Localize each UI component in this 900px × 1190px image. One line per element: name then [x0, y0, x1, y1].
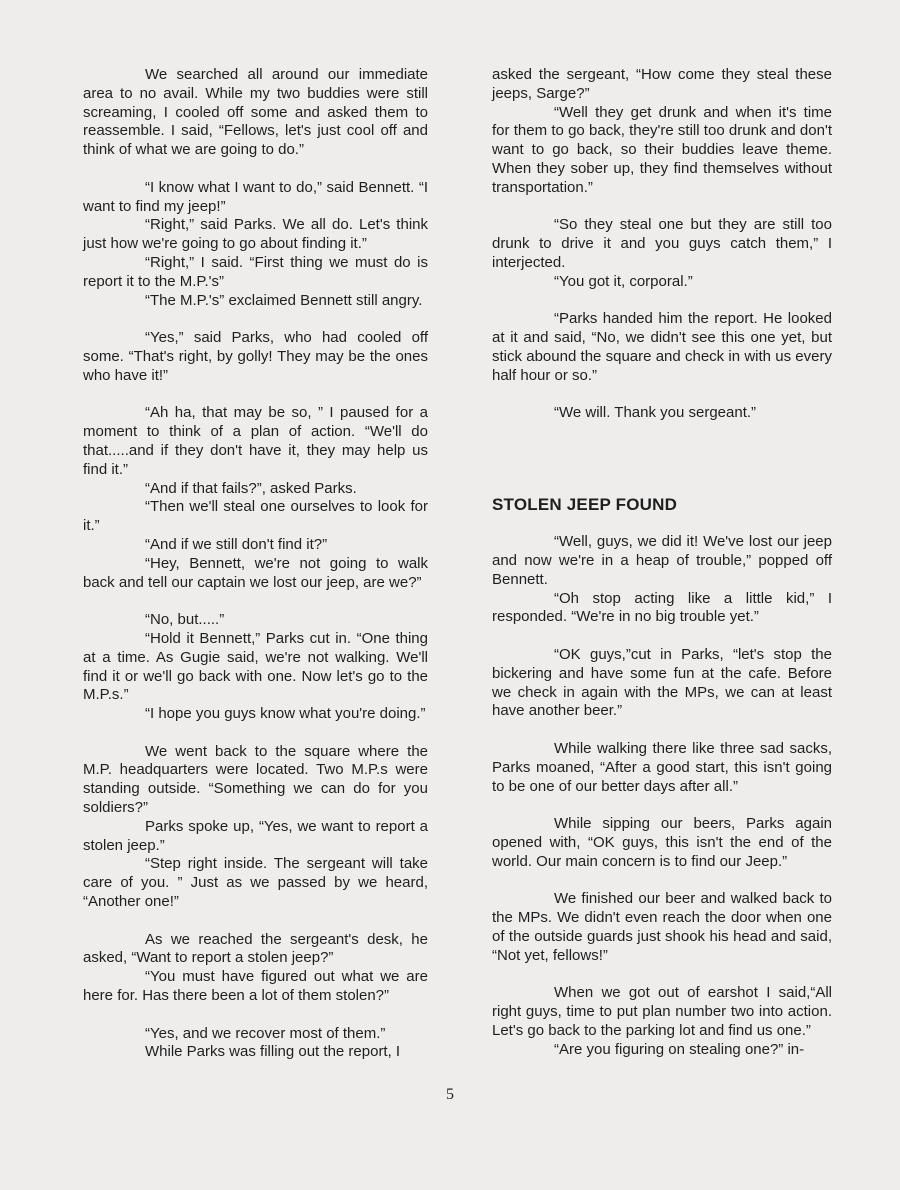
paragraph: While Parks was filling out the report, I: [145, 1043, 401, 1061]
paragraph: “Ah ha, that may be so, ” I paused for a moment to think of a plan of action. “We'll do that.....and if they don't have it, they may help us find it.”: [83, 404, 428, 478]
right-column-bottom: [492, 533, 832, 1059]
paragraph: “I hope you guys know what you're doing.”: [145, 705, 426, 723]
section-spacer: [492, 423, 832, 495]
paragraph: “I know what I want to do,” said Bennett. “I want to find my jeep!”: [83, 178, 428, 215]
paragraph: “Oh stop acting like a little kid,” I responded. “We're in no big trouble yet.”: [492, 589, 832, 626]
page-number: 5: [446, 1086, 454, 1103]
paragraph: “Step right inside. The sergeant will take care of you. ” Just as we passed by we heard, “Another one!”: [83, 855, 428, 911]
paragraph: “OK guys,”cut in Parks, “let's stop the bickering and have some fun at the cafe. Before we check in again with the MPs, we can at least have another beer.”: [492, 645, 832, 720]
paragraph: “Yes,” said Parks, who had cooled off some. “That's right, by golly! They may be the ones who have it!”: [83, 329, 428, 384]
paragraph: While walking there like three sad sacks, Parks moaned, “After a good start, this isn't going to be one of our better days after all.”: [492, 739, 832, 795]
paragraph: When we got out of earshot I said,“All right guys, time to put plan number two into action. Let's go back to the parking lot and find us one.”: [492, 984, 832, 1039]
paragraph: We searched all around our immediate area to no avail. While my two buddies were still screaming, I cooled off some and asked them to reassemble. I said, “Fellows, let's just cool off and think of what we are going to do.”: [83, 66, 428, 159]
paragraph: “Well, guys, we did it! We've lost our jeep and now we're in a heap of trouble,” popped off Bennett.: [492, 533, 832, 588]
paragraph: “Then we'll steal one ourselves to look for it.”: [83, 498, 428, 535]
left-column: [83, 66, 428, 1062]
paragraph: asked the sergeant, “How come they steal these jeeps, Sarge?”: [492, 66, 832, 102]
paragraph: “You must have figured out what we are here for. Has there been a lot of them stolen?”: [83, 968, 428, 1005]
right-column: [492, 66, 832, 1059]
section-heading: STOLEN JEEP FOUND: [492, 495, 678, 515]
paragraph: Parks spoke up, “Yes, we want to report a stolen jeep.”: [83, 817, 428, 854]
paragraph: “Right,” I said. “First thing we must do is report it to the M.P.'s”: [83, 253, 428, 290]
paragraph: “Parks handed him the report. He looked at it and said, “No, we didn't see this one yet, but stick abound the square and check in with us every half hour or so.”: [492, 310, 832, 384]
paragraph: “We will. Thank you sergeant.”: [554, 404, 757, 422]
right-column-top: [492, 66, 832, 423]
paragraph: “And if we still don't find it?”: [145, 535, 328, 553]
paragraph: “And if that fails?”, asked Parks.: [145, 479, 357, 497]
paragraph: “Well they get drunk and when it's time for them to go back, they're still too drunk and don't want to go back, so their buddies leave theme. When they sober up, they find themselves without transportation.”: [492, 103, 832, 196]
paragraph: “Right,” said Parks. We all do. Let's think just how we're going to go about finding it.”: [83, 216, 428, 253]
paragraph: “The M.P.'s” exclaimed Bennett still angry.: [145, 291, 423, 309]
paragraph: “Are you figuring on stealing one?” in-: [554, 1040, 805, 1058]
paragraph: “So they steal one but they are still too drunk to drive it and you guys catch them,” I interjected.: [492, 216, 832, 271]
paragraph: “Yes, and we recover most of them.”: [145, 1024, 386, 1042]
paragraph: As we reached the sergeant's desk, he asked, “Want to report a stolen jeep?”: [83, 930, 428, 967]
paragraph: While sipping our beers, Parks again opened with, “OK guys, this isn't the end of the world. Our main concern is to find our Jeep.”: [492, 815, 832, 870]
paragraph: “You got it, corporal.”: [554, 272, 693, 290]
paragraph: We finished our beer and walked back to the MPs. We didn't even reach the door when one of the outside guards just shook his head and said, “Not yet, fellows!”: [492, 890, 832, 964]
paragraph: “Hold it Bennett,” Parks cut in. “One thing at a time. As Gugie said, we're not walking. We'll find it or we'll go back with one. Now let's go to the M.P.s.”: [83, 629, 428, 704]
paragraph: “No, but.....”: [145, 611, 225, 629]
paragraph: We went back to the square where the M.P. headquarters were located. Two M.P.s were standing outside. “Something we can do for you soldiers?”: [83, 742, 428, 817]
paragraph: “Hey, Bennett, we're not going to walk back and tell our captain we lost our jeep, are we?”: [83, 554, 428, 591]
